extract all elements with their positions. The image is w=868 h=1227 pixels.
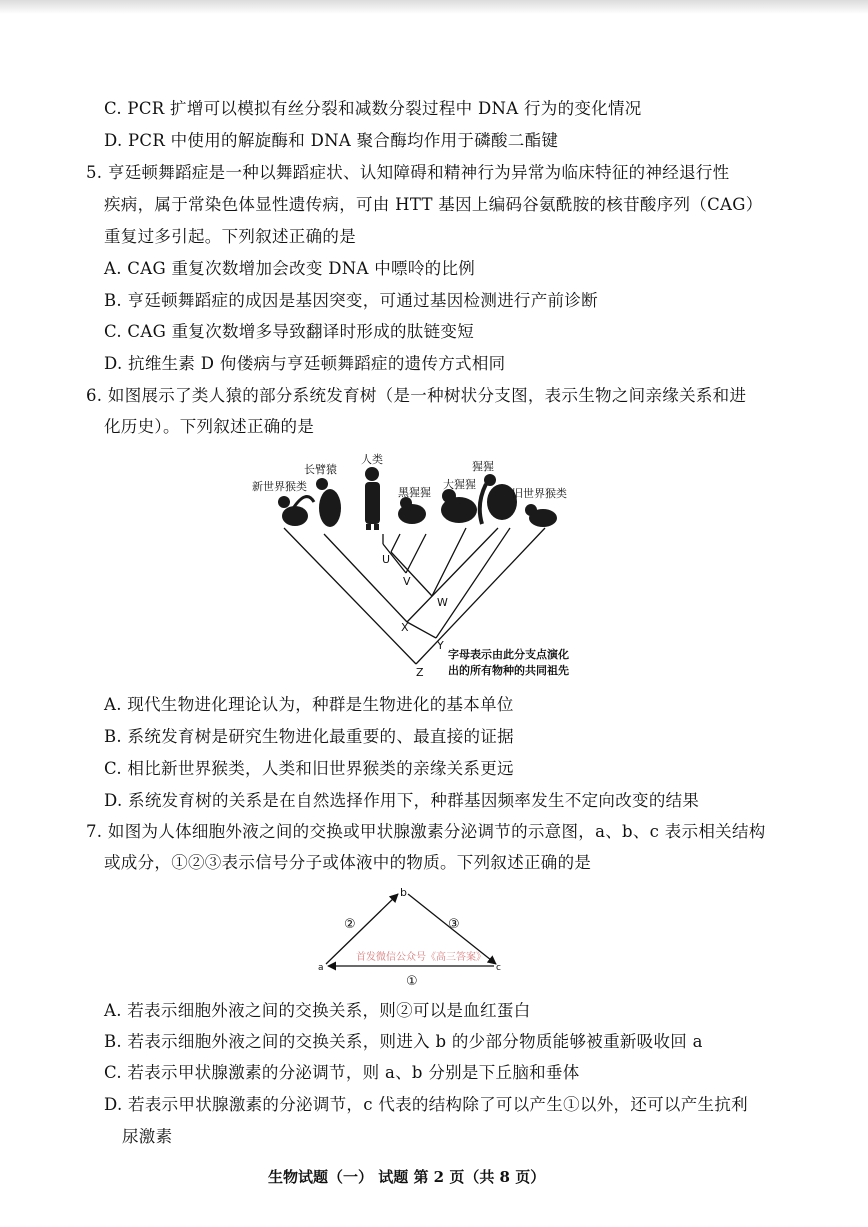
question-6-stem-1: 6. 如图展示了类人猿的部分系统发育树（是一种树状分支图，表示生物之间亲缘关系和进 <box>86 386 747 405</box>
option-6b: B. 系统发育树是研究生物进化最重要的、最直接的证据 <box>104 727 514 746</box>
node-u: U <box>382 553 391 566</box>
option-6c: C. 相比新世界猴类，人类和旧世界猴类的亲缘关系更远 <box>104 759 514 778</box>
question-5-stem-3: 重复过多引起。下列叙述正确的是 <box>104 227 356 246</box>
label-old-world-monkeys: 旧世界猴类 <box>512 487 567 500</box>
node-x: X <box>401 621 409 634</box>
option-6d: D. 系统发育树的关系是在自然选择作用下，种群基因频率发生不定向改变的结果 <box>104 791 700 810</box>
option-5b: B. 亨廷顿舞蹈症的成因是基因突变，可通过基因检测进行产前诊断 <box>104 291 598 310</box>
node-b: b <box>400 886 407 899</box>
exchange-cycle-diagram <box>312 882 512 990</box>
label-gorilla: 大猩猩 <box>443 478 476 491</box>
tree-note-line-1: 字母表示由此分支点演化 <box>448 648 569 661</box>
page-footer: 生物试题（一） 试题 第 2 页（共 8 页） <box>268 1168 546 1186</box>
option-4d: D. PCR 中使用的解旋酶和 DNA 聚合酶均作用于磷酸二酯键 <box>104 131 559 150</box>
question-5-stem-1: 5. 亨廷顿舞蹈症是一种以舞蹈症状、认知障碍和精神行为异常为临床特征的神经退行性 <box>86 163 730 182</box>
option-6a: A. 现代生物进化理论认为，种群是生物进化的基本单位 <box>104 695 514 714</box>
option-7c: C. 若表示甲状腺激素的分泌调节，则 a、b 分别是下丘脑和垂体 <box>104 1063 580 1082</box>
question-5-stem-2: 疾病，属于常染色体显性遗传病，可由 HTT 基因上编码谷氨酰胺的核苷酸序列（CAG） <box>104 195 763 214</box>
label-orangutan: 猩猩 <box>472 460 494 473</box>
option-7d-line-2: 尿激素 <box>122 1127 173 1146</box>
label-new-world-monkeys: 新世界猴类 <box>252 480 307 493</box>
label-human: 人类 <box>361 453 383 466</box>
node-z: Z <box>416 666 424 679</box>
node-w: W <box>437 596 448 609</box>
node-y: Y <box>437 639 444 652</box>
arrow-label-2: ② <box>344 917 356 932</box>
option-7d-line-1: D. 若表示甲状腺激素的分泌调节，c 代表的结构除了可以产生①以外，还可以产生抗利 <box>104 1095 748 1114</box>
label-gibbon: 长臂猿 <box>304 463 337 476</box>
option-5d: D. 抗维生素 D 佝偻病与亨廷顿舞蹈症的遗传方式相同 <box>104 354 506 373</box>
phylogenetic-tree-figure <box>240 448 640 684</box>
option-4c: C. PCR 扩增可以模拟有丝分裂和减数分裂过程中 DNA 行为的变化情况 <box>104 99 642 118</box>
option-7a: A. 若表示细胞外液之间的交换关系，则②可以是血红蛋白 <box>104 1001 531 1020</box>
question-6-stem-2: 化历史）。下列叙述正确的是 <box>104 417 315 436</box>
arrow-label-1: ① <box>406 974 418 989</box>
node-a: a <box>318 963 324 973</box>
option-5c: C. CAG 重复次数增多导致翻译时形成的肽链变短 <box>104 322 474 341</box>
page-fold-shadow <box>0 0 868 14</box>
option-7b: B. 若表示细胞外液之间的交换关系，则进入 b 的少部分物质能够被重新吸收回 a <box>104 1032 703 1051</box>
tree-note-line-2: 出的所有物种的共同祖先 <box>448 664 569 677</box>
option-5a: A. CAG 重复次数增加会改变 DNA 中嘌呤的比例 <box>104 259 476 278</box>
node-c: c <box>496 963 501 973</box>
question-7-stem-1: 7. 如图为人体细胞外液之间的交换或甲状腺激素分泌调节的示意图，a、b、c 表示相关结构 <box>86 822 766 841</box>
label-chimpanzee: 黑猩猩 <box>398 486 431 499</box>
arrow-label-3: ③ <box>448 917 460 932</box>
question-7-stem-2: 或成分，①②③表示信号分子或体液中的物质。下列叙述正确的是 <box>104 853 592 872</box>
watermark: 首发微信公众号《高三答案》 <box>356 952 486 963</box>
node-v: V <box>403 575 411 588</box>
